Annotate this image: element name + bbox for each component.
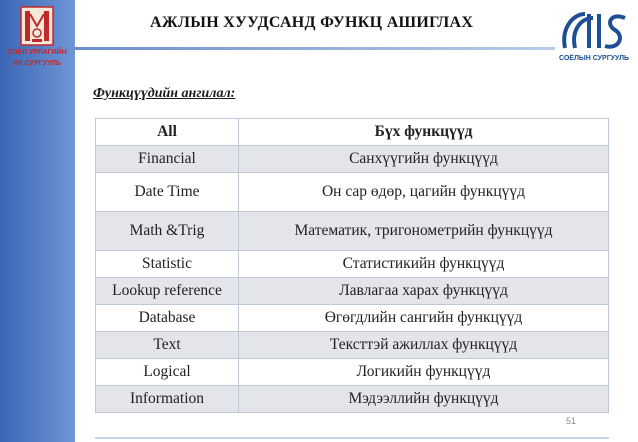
header-divider xyxy=(75,47,555,50)
page-number: 51 xyxy=(566,416,577,426)
description-cell: Лавлагаа харах функцүүд xyxy=(239,278,609,305)
table-row xyxy=(96,359,609,386)
description-cell: Логикийн функцүүд xyxy=(239,359,609,386)
table-row xyxy=(96,146,609,173)
table-header-category: All xyxy=(96,119,239,146)
school-logo xyxy=(555,8,633,70)
table-row xyxy=(96,173,609,212)
university-emblem-icon xyxy=(20,6,54,46)
table-row xyxy=(96,251,609,278)
category-cell: Lookup reference xyxy=(96,278,239,305)
category-cell: Statistic xyxy=(96,251,239,278)
description-cell: Тексттэй ажиллах функцүүд xyxy=(239,332,609,359)
description-cell: Өгөгдлийн сангийн функцүүд xyxy=(239,305,609,332)
university-logo-text-line1: СОЁЛ УРЛАГИЙН xyxy=(7,49,67,56)
description-cell: Статистикийн функцүүд xyxy=(239,251,609,278)
table-row xyxy=(96,212,609,251)
table-row xyxy=(96,278,609,305)
table-row xyxy=(96,332,609,359)
function-categories-table xyxy=(95,118,609,413)
table-header-description: Бүх функцүүд xyxy=(239,119,609,146)
school-emblem-icon xyxy=(559,8,629,54)
table-header-row xyxy=(96,119,609,146)
category-cell: Text xyxy=(96,332,239,359)
description-cell: Математик, тригонометрийн функцүүд xyxy=(239,212,609,251)
category-cell: Math &Trig xyxy=(96,212,239,251)
table-row xyxy=(96,305,609,332)
school-logo-text: СОЁЛЫН СУРГУУЛЬ xyxy=(558,55,630,62)
category-cell: Date Time xyxy=(96,173,239,212)
category-cell: Information xyxy=(96,386,239,413)
description-cell: Санхүүгийн функцүүд xyxy=(239,146,609,173)
description-cell: Мэдээллийн функцүүд xyxy=(239,386,609,413)
description-cell: Он сар өдөр, цагийн функцүүд xyxy=(239,173,609,212)
footer-divider xyxy=(95,437,609,439)
category-cell: Financial xyxy=(96,146,239,173)
category-cell: Database xyxy=(96,305,239,332)
table-row xyxy=(96,386,609,413)
university-logo-text-line2: ИХ СУРГУУЛЬ xyxy=(13,60,61,67)
page-title: АЖЛЫН ХУУДСАНД ФУНКЦ АШИГЛАХ xyxy=(150,14,474,31)
category-cell: Logical xyxy=(96,359,239,386)
university-logo xyxy=(7,6,67,86)
section-subheading: Функцүүдийн ангилал: xyxy=(93,86,236,101)
